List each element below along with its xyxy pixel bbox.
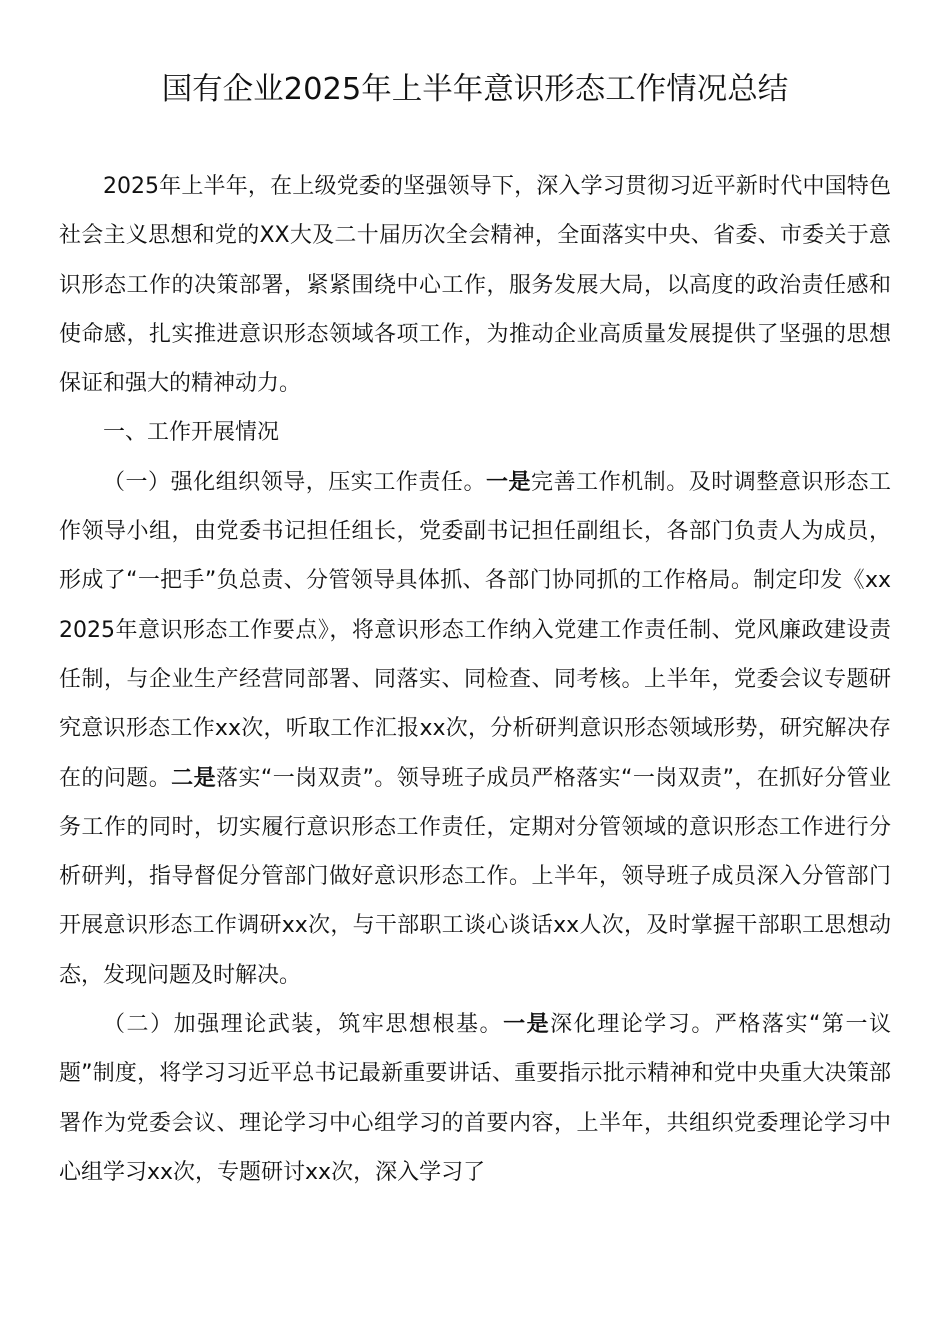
point-2-label: 二是 (171, 765, 217, 791)
subsection-2-lead: （二）加强理论武装，筑牢思想根基。 (103, 1012, 504, 1038)
subsection-1-paragraph (59, 458, 891, 1000)
point-1-text: 完善工作机制。及时调整意识形态工作领导小组，由党委书记担任组长，党委副书记担任副组长，各部门负责人为成员，形成了“一把手”负总责、分管领导具体抓、各部门协同抓的工作格局。制定印发《xx2025年意识形态工作要点》，将意识形态工作纳入党建工作责任制、党风廉政建设责任制，与企业生产经营同部署、同落实、同检查、同考核。上半年，党委会议专题研究意识形态工作xx次，听取工作汇报xx次，分析研判意识形态领域形势，研究解决存在的问题。 (59, 469, 891, 791)
section-heading: 一、工作开展情况 (103, 420, 280, 446)
subsection-2-paragraph (59, 1000, 891, 1197)
sub2-point-1-label: 一是 (503, 1012, 551, 1038)
point-2-text: 落实“一岗双责”。领导班子成员严格落实“一岗双责”，在抓好分管业务工作的同时，切实履行意识形态工作责任，定期对分管领域的意识形态工作进行分析研判，指导督促分管部门做好意识形态工作。上半年，领导班子成员深入分管部门开展意识形态工作调研xx次，与干部职工谈心谈话xx人次，及时掌握干部职工思想动态，发现问题及时解决。 (59, 765, 891, 988)
subsection-1-lead: （一）强化组织领导，压实工作责任。 (103, 469, 486, 495)
page-title: 国有企业2025年上半年意识形态工作情况总结 (161, 72, 789, 107)
point-1-label: 一是 (485, 469, 532, 495)
intro-paragraph: 2025年上半年，在上级党委的坚强领导下，深入学习贯彻习近平新时代中国特色社会主义思想和党的XX大及二十届历次全会精神，全面落实中央、省委、市委关于意识形态工作的决策部署，紧紧围绕中心工作，服务发展大局，以高度的政治责任感和使命感，扎实推进意识形态领域各项工作，为推动企业高质量发展提供了坚强的思想保证和强大的精神动力。 (59, 174, 891, 397)
sub2-point-1-text: 深化理论学习。严格落实“第一议题”制度，将学习习近平总书记最新重要讲话、重要指示批示精神和党中央重大决策部署作为党委会议、理论学习中心组学习的首要内容，上半年，共组织党委理论学习中心组学习xx次，专题研讨xx次，深入学习了 (59, 1012, 891, 1185)
document-body (59, 162, 891, 1197)
